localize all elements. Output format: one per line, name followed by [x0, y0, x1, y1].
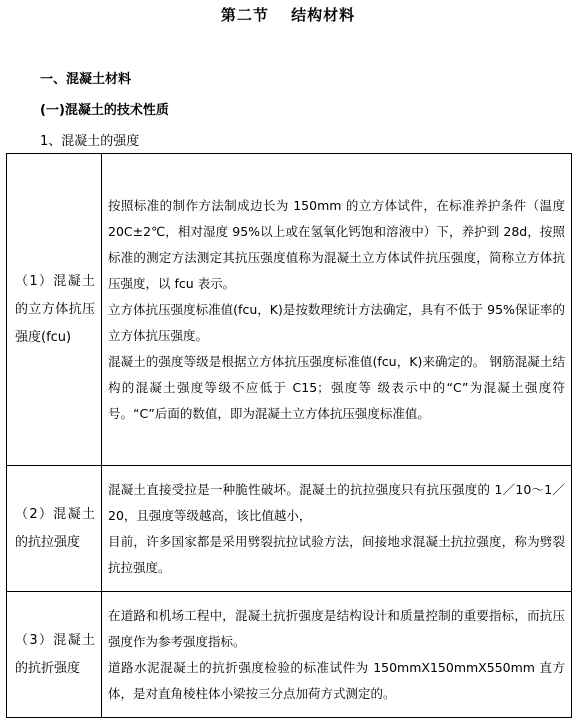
paragraph: 道路水泥混凝土的抗折强度检验的标准试件为 150mmX150mmX550mm 直方体，是对直角棱柱体小梁按三分点加荷方式测定的。	[108, 659, 565, 701]
paragraph: 按照标准的制作方法制成边长为 150mm 的立方体试件，在标准养护条件（温度 20C±2℃，相对湿度 95%以上或在氢氧化钙饱和溶液中）下，养护到 28d，按照标准的测定方法测定其抗压强度值称为混凝土立方体试件抗压强度，简称立方体抗压强度，以 fcu 表示。	[108, 197, 565, 291]
row-label-compressive: （1）混凝土的立方体抗压强度(fcu)	[7, 154, 102, 466]
table-row	[7, 466, 572, 592]
heading-concrete-materials: 一、混凝土材料	[40, 72, 132, 87]
paragraph: 立方体抗压强度标准值(fcu，K)是按数理统计方法确定，具有不低于 95%保证率的立方体抗压强度。	[108, 301, 565, 343]
section-title: 第二节 结构材料	[220, 6, 356, 24]
table-row	[7, 154, 572, 466]
paragraph: 在道路和机场工程中，混凝土抗折强度是结构设计和质量控制的重要指标，而抗压强度作为参考强度指标。	[108, 607, 565, 649]
table-row	[7, 592, 572, 718]
row-content-flexural	[102, 592, 572, 718]
row-label-tensile: （2）混凝土的抗拉强度	[7, 466, 102, 592]
row-label-flexural: （3）混凝土的抗折强度	[7, 592, 102, 718]
row-content-compressive	[102, 154, 572, 466]
heading-concrete-strength: 1、混凝土的强度	[40, 134, 140, 149]
heading-technical-properties: (一)混凝土的技术性质	[40, 103, 169, 118]
row-content-tensile	[102, 466, 572, 592]
paragraph: 混凝土的强度等级是根据立方体抗压强度标准值(fcu，K)来确定的。 钢筋混凝土结构的混凝土强度等级不应低于 C15；强度等 级表示中的“C”为混凝土强度符号。“C”后面的数值，即为混凝土立方体抗压强度标准值。	[108, 353, 565, 421]
strength-table	[6, 153, 572, 718]
paragraph: 目前，许多国家都是采用劈裂抗拉试验方法，间接地求混凝土抗拉强度，称为劈裂抗拉强度。	[108, 533, 565, 575]
paragraph: 混凝土直接受拉是一种脆性破坏。混凝土的抗拉强度只有抗压强度的 1／10～1／20，且强度等级越高，该比值越小，	[108, 481, 565, 523]
